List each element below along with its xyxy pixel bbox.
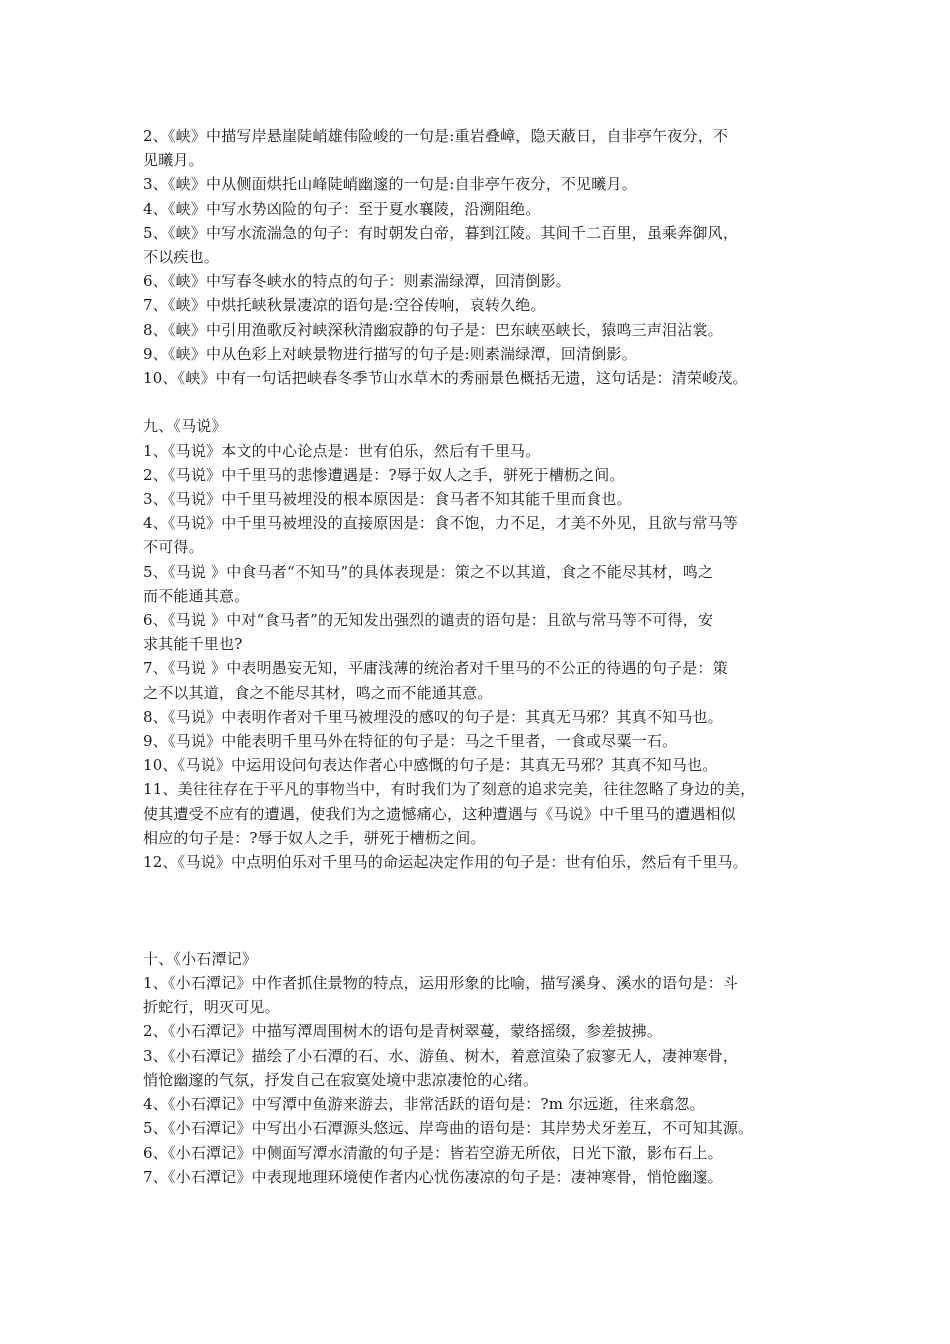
section-gorges <box>143 124 823 390</box>
text-line: 2、《峡》中描写岸悬崖陡峭雄伟险峻的一句是:重岩叠嶂，隐天蔽日，自非亭午夜分，不 <box>143 127 729 145</box>
text-line: 3、《峡》中从侧面烘托山峰陡峭幽邃的一句是:自非亭午夜分，不见曦月。 <box>143 175 637 194</box>
text-line: 10、《峡》中有一句话把峡春冬季节山水草木的秀丽景色概括无遗，这句话是：清荣峻茂。 <box>143 369 748 388</box>
text-line: 9、《峡》中从色彩上对峡景物进行描写的句子是:则素湍绿潭，回清倒影。 <box>143 344 637 363</box>
text-line: 12、《马说》中点明伯乐对千里马的命运起决定作用的句子是：世有伯乐，然后有千里马。 <box>143 853 748 872</box>
text-line: 4、《小石潭记》中写潭中鱼游来游去，非常活跃的语句是：?m 尔远逝，往来翕忽。 <box>143 1095 705 1114</box>
text-line: 5、《马说 》中食马者“不知马”的具体表现是：策之不以其道，食之不能尽其材，鸣之 <box>143 562 714 581</box>
text-line: 11、美往往存在于平凡的事物当中，有时我们为了刻意的追求完美，往往忽略了身边的美， <box>143 780 756 799</box>
text-line: 9、《马说》中能表明千里马外在特征的句子是：马之千里者，一食或尽粟一石。 <box>143 732 678 751</box>
text-line: 之不以其道，食之不能尽其材，鸣之而不能通其意。 <box>143 683 493 702</box>
text-line: 2、《马说》中千里马的悲惨遭遇是：?辱于奴人之手，骈死于槽枥之间。 <box>143 465 625 484</box>
text-line: 7、《马说 》中表明愚妄无知，平庸浅薄的统治者对千里马的不公正的待遇的句子是：策 <box>143 659 728 678</box>
text-line: 8、《峡》中引用渔歌反衬峡深秋清幽寂静的句子是：巴东峡巫峡长，猿鸣三声泪沾裳。 <box>143 320 723 339</box>
text-line: 2、《小石潭记》中描写潭周围树木的语句是青树翠蔓，蒙络摇缀，参差披拂。 <box>143 1022 663 1041</box>
text-line: 悄怆幽邃的气氛，抒发自己在寂寞处境中悲凉凄怆的心绪。 <box>143 1070 539 1089</box>
text-line: 而不能通其意。 <box>143 586 250 605</box>
document-body <box>143 124 823 1189</box>
text-line: 6、《小石潭记》中侧面写潭水清澈的句子是：皆若空游无所依，日光下澈，影布石上。 <box>143 1143 723 1162</box>
text-line: 折蛇行，明灭可见。 <box>143 998 280 1017</box>
text-line: 1、《小石潭记》中作者抓住景物的特点，运用形象的比喻，描写溪身、溪水的语句是：斗 <box>143 974 739 993</box>
text-line: 6、《马说 》中对“食马者”的无知发出强烈的谴责的语句是：且欲与常马等不可得，安 <box>143 611 714 630</box>
text-line: 求其能千里也? <box>143 635 243 654</box>
text-line: 1、《马说》本文的中心论点是：世有伯乐，然后有千里马。 <box>143 441 541 460</box>
text-line: 7、《小石潭记》中表现地理环境使作者内心忧伤凄凉的句子是：凄神寒骨，悄怆幽邃。 <box>143 1167 723 1186</box>
text-line: 5、《小石潭记》中写出小石潭源头悠远、岸弯曲的语句是：其岸势犬牙差互，不可知其源。 <box>143 1119 754 1138</box>
blank-lines <box>143 874 823 947</box>
text-line: 相应的句子是：?辱于奴人之手，骈死于槽枥之间。 <box>143 828 486 847</box>
text-line: 不以疾也。 <box>143 248 220 267</box>
text-line: 使其遭受不应有的遭遇，使我们为之遗憾痛心，这种遭遇与《马说》中千里马的遭遇相似 <box>143 804 736 823</box>
text-line: 不可得。 <box>143 538 204 557</box>
text-line: 4、《马说》中千里马被埋没的直接原因是：食不饱，力不足，才美不外见，且欲与常马等 <box>143 514 739 533</box>
text-line: 3、《马说》中千里马被埋没的根本原因是：食马者不知其能千里而食也。 <box>143 490 632 509</box>
text-line: 8、《马说》中表明作者对千里马被埋没的感叹的句子是：其真无马邪？其真不知马也。 <box>143 707 723 726</box>
section-pond <box>143 947 823 1189</box>
section-horse <box>143 414 823 874</box>
text-line: 10、《马说》中运用设问句表达作者心中感慨的句子是：其真无马邪？其真不知马也。 <box>143 756 718 775</box>
section-heading: 九、《马说》 <box>143 417 227 436</box>
text-line: 5、《峡》中写水流湍急的句子：有时朝发白帝，暮到江陵。其间千二百里，虽乘奔御风， <box>143 223 739 242</box>
text-line: 见曦月。 <box>143 151 204 170</box>
text-line: 7、《峡》中烘托峡秋景凄凉的语句是:空谷传响，哀转久绝。 <box>143 296 546 315</box>
section-heading: 十、《小石潭记》 <box>143 949 258 968</box>
text-line: 3、《小石潭记》描绘了小石潭的石、水、游鱼、树木，着意渲染了寂寥无人，凄神寒骨， <box>143 1046 739 1065</box>
blank-line <box>143 390 823 414</box>
text-line: 6、《峡》中写春冬峡水的特点的句子：则素湍绿潭，回清倒影。 <box>143 272 571 291</box>
text-line: 4、《峡》中写水势凶险的句子：至于夏水襄陵，沿溯阻绝。 <box>143 199 541 218</box>
